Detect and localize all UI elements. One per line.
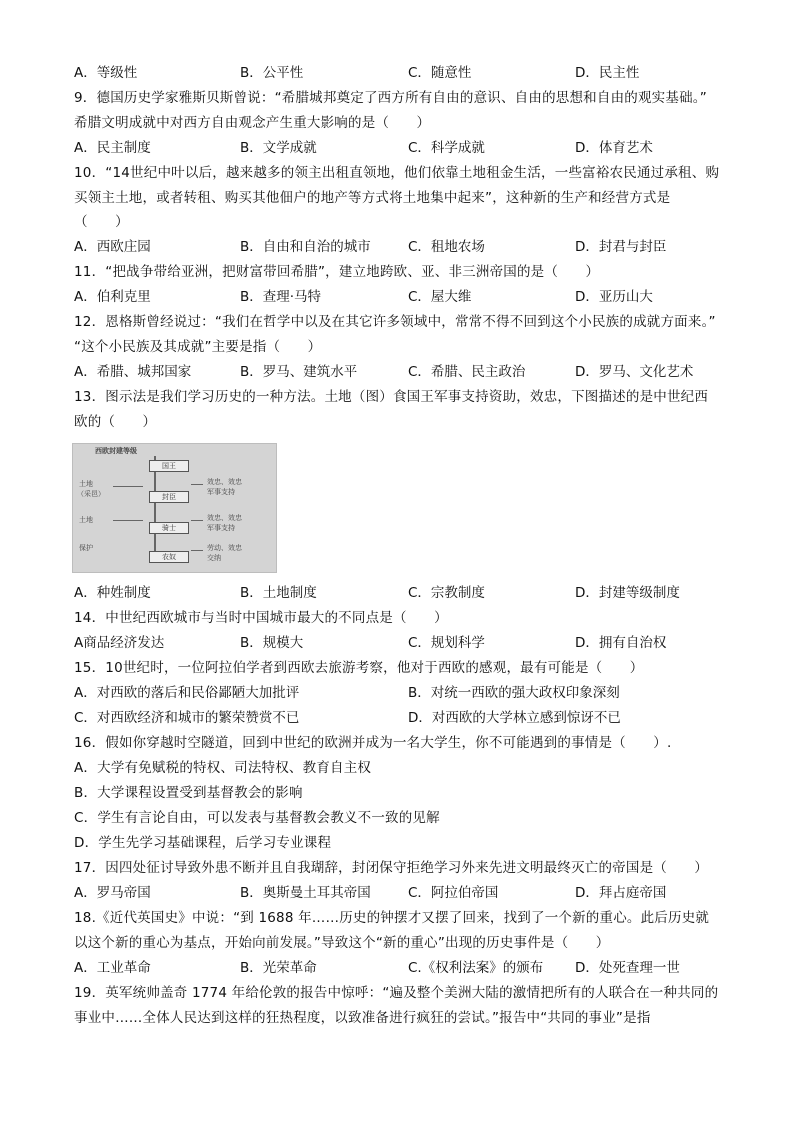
q17-stem-line1: 17．因四处征讨导致外患不断并且自我瑚辞，封闭保守拒绝学习外来先进文明最终灭亡的帝国是（ ） (74, 860, 709, 876)
q19-stem-line2: 事业中……全体人民达到这样的狂热程度，以致准备进行疯狂的尝试。”报告中“共同的事业”是指 (74, 1010, 651, 1026)
diagram-left-label: 土地 (79, 516, 93, 524)
q9-stem-line2: 希腊文明成就中对西方自由观念产生重大影响的是（ ） (74, 115, 431, 131)
q18-stem-line1: 18.《近代英国史》中说：“到 1688 年……历史的钟摆才又摆了回来，找到了一个新的重心。此后历史就 (74, 910, 710, 926)
q9-option-d: D．体育艺术 (575, 140, 653, 156)
q8-option-d: D．民主性 (575, 65, 640, 81)
diagram-right-label: 军事支持 (207, 524, 235, 532)
q10-stem-line3: （ ） (74, 214, 129, 230)
q15-option-c: C．对西欧经济和城市的繁荣赞赏不已 (74, 710, 300, 726)
q12-option-b: B．罗马、建筑水平 (240, 364, 358, 380)
q18-option-a: A．工业革命 (74, 960, 151, 976)
diagram-right-label: 效忠、效忠 (207, 478, 242, 486)
q11-option-c: C．屋大维 (408, 289, 472, 305)
q9-option-b: B．文学成就 (240, 140, 317, 156)
q13-option-a: A．种姓制度 (74, 585, 151, 601)
q17-option-a: A．罗马帝国 (74, 885, 151, 901)
q14-option-a: A商品经济发达 (74, 635, 165, 651)
q13-option-c: C．宗教制度 (408, 585, 485, 601)
q9-option-c: C．科学成就 (408, 140, 485, 156)
q8-option-b: B．公平性 (240, 65, 304, 81)
q10-stem-line1: 10．“14世纪中叶以后，越来越多的领主出租直领地，他们依靠土地租金生活，一些富裕农民通过承租、购 (74, 165, 720, 181)
q14-option-b: B．规模大 (240, 635, 304, 651)
q15-option-d: D．对西欧的大学林立感到惊讶不已 (408, 710, 621, 726)
q13-option-b: B．土地制度 (240, 585, 317, 601)
q11-option-b: B．查理·马特 (240, 289, 322, 305)
q8-option-c: C．随意性 (408, 65, 472, 81)
diagram-left-label: （采邑） (77, 490, 105, 498)
q16-option-d: D．学生先学习基础课程，后学习专业课程 (74, 835, 332, 851)
q11-option-a: A．伯利克里 (74, 289, 151, 305)
q11-option-d: D．亚历山大 (575, 289, 653, 305)
q16-option-b: B．大学课程设置受到基督教会的影响 (74, 785, 303, 801)
diagram-left-label: 土地 (79, 480, 93, 488)
q13-option-d: D．封建等级制度 (575, 585, 680, 601)
q18-option-b: B．光荣革命 (240, 960, 317, 976)
diagram-box-serf: 农奴 (149, 551, 189, 563)
q12-stem-line1: 12．恩格斯曾经说过：“我们在哲学中以及在其它许多领域中，常常不得不回到这个小民族的成就方面来。” (74, 314, 716, 330)
diagram-left-label: 保护 (79, 544, 93, 552)
q15-option-a: A．对西欧的落后和民俗鄙陋大加批评 (74, 685, 300, 701)
q12-stem-line2: “这个小民族及其成就”主要是指（ ） (74, 339, 322, 355)
q15-stem-line1: 15．10世纪时，一位阿拉伯学者到西欧去旅游考察，他对于西欧的感观，最有可能是（ ） (74, 660, 644, 676)
diagram-title: 西欧封建等级 (95, 447, 137, 455)
q12-option-c: C．希腊、民主政治 (408, 364, 526, 380)
q18-option-c: C.《权利法案》的颁布 (408, 960, 544, 976)
q10-option-d: D．封君与封臣 (575, 239, 667, 255)
feudal-hierarchy-diagram (72, 443, 277, 573)
q9-stem-line1: 9．德国历史学家雅斯贝斯曾说：“希腊城邦奠定了西方所有自由的意识、自由的思想和自由的观实基础。” (74, 90, 707, 106)
q19-stem-line1: 19．英军统帅盖奇 1774 年给伦敦的报告中惊呼：“遍及整个美洲大陆的激情把所有的人联合在一种共同的 (74, 985, 719, 1001)
q14-option-d: D．拥有自治权 (575, 635, 667, 651)
diagram-box-vassal: 封臣 (149, 491, 189, 503)
q12-option-d: D．罗马、文化艺术 (575, 364, 694, 380)
q17-option-b: B．奥斯曼土耳其帝国 (240, 885, 371, 901)
q16-stem-line1: 16．假如你穿越时空隧道，回到中世纪的欧洲并成为一名大学生，你不可能遇到的事情是（ ）. (74, 735, 672, 751)
q8-option-a: A．等级性 (74, 65, 138, 81)
q16-option-c: C．学生有言论自由，可以发表与基督教会教义不一致的见解 (74, 810, 440, 826)
diagram-right-label: 军事支持 (207, 488, 235, 496)
q13-stem-line2: 欧的（ ） (74, 414, 157, 430)
q18-option-d: D．处死查理一世 (575, 960, 680, 976)
diagram-box-king: 国王 (149, 460, 189, 472)
q14-option-c: C．规划科学 (408, 635, 485, 651)
q12-option-a: A．希腊、城邦国家 (74, 364, 192, 380)
q17-option-d: D．拜占庭帝国 (575, 885, 667, 901)
diagram-right-label: 劳动、效忠 (207, 544, 242, 552)
q14-stem-line1: 14．中世纪西欧城市与当时中国城市最大的不同点是（ ） (74, 610, 448, 626)
q10-stem-line2: 买领主土地，或者转租、购买其他佃户的地产等方式将土地集中起来”，这种新的生产和经营方式是 (74, 190, 671, 206)
q13-stem-line1: 13．图示法是我们学习历史的一种方法。土地（图）食国王军事支持资助，效忠，下图描述的是中世纪西 (74, 389, 709, 405)
q10-option-c: C．租地农场 (408, 239, 485, 255)
q17-option-c: C．阿拉伯帝国 (408, 885, 499, 901)
q16-option-a: A．大学有免赋税的特权、司法特权、教育自主权 (74, 760, 372, 776)
diagram-right-label: 效忠、效忠 (207, 514, 242, 522)
q10-option-a: A．西欧庄园 (74, 239, 151, 255)
q9-option-a: A．民主制度 (74, 140, 151, 156)
q11-stem-line1: 11．“把战争带给亚洲，把财富带回希腊”，建立地跨欧、亚、非三洲帝国的是（ ） (74, 264, 600, 280)
q15-option-b: B．对统一西欧的强大政权印象深刻 (408, 685, 620, 701)
q18-stem-line2: 以这个新的重心为基点，开始向前发展。”导致这个“新的重心”出现的历史事件是（ ） (74, 935, 610, 951)
diagram-box-knight: 骑士 (149, 522, 189, 534)
diagram-right-label: 交纳 (207, 554, 221, 562)
q10-option-b: B．自由和自治的城市 (240, 239, 371, 255)
